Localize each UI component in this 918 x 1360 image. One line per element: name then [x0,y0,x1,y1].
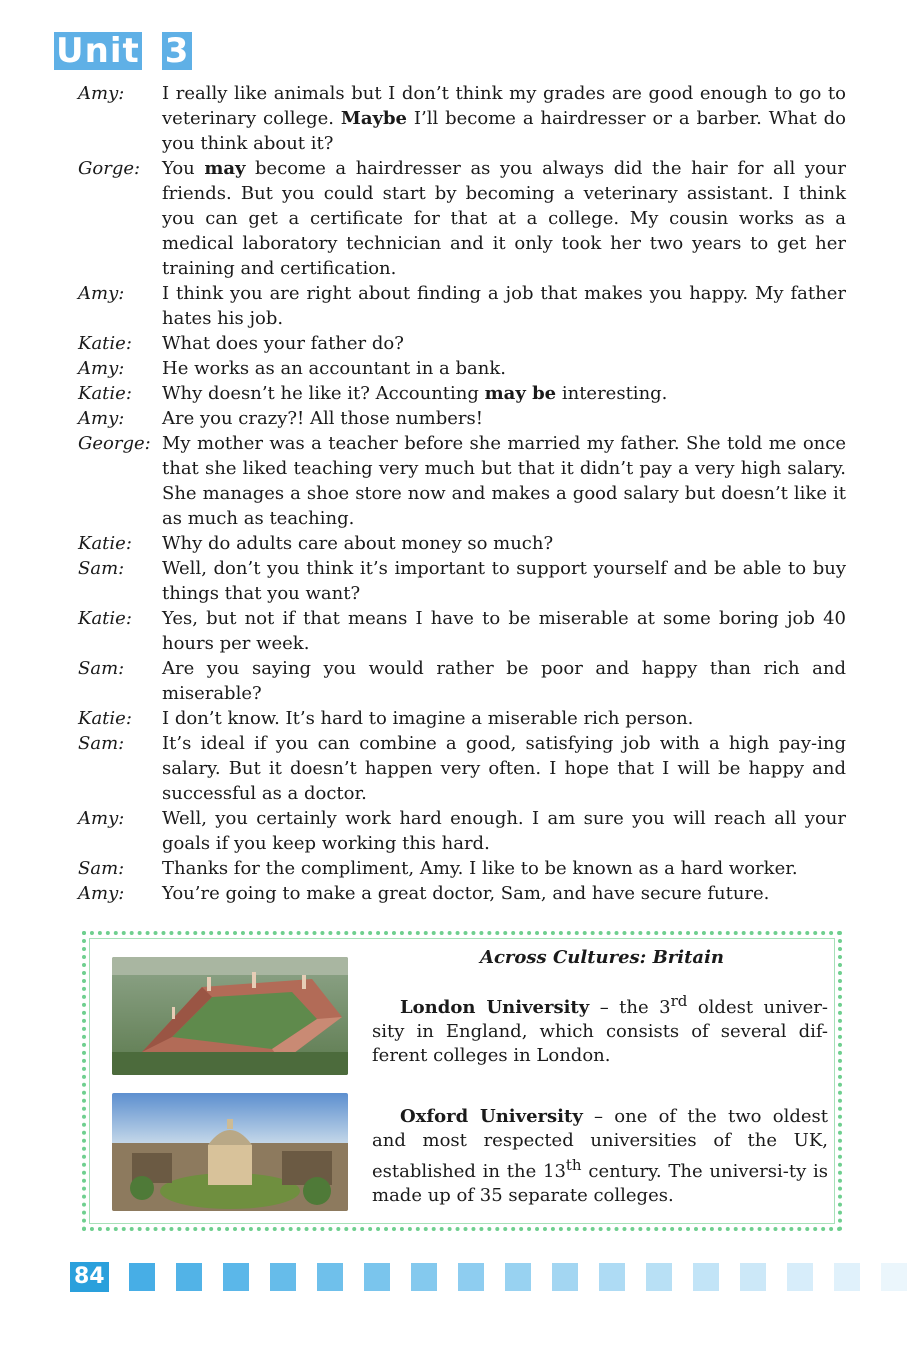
footer-decor-square [317,1263,343,1291]
footer-decor-square [129,1263,155,1291]
across-cultures-box [82,931,842,1231]
footer-decor-square [740,1263,766,1291]
speech-text: Well, you certainly work hard enough. I am sure you will reach all your goals if you keep working this hard. [162,808,846,854]
speaker-name: Katie: [78,708,132,729]
speech-text: Why do adults care about money so much? [162,533,554,554]
speaker-name: Sam: [78,733,125,754]
speech-text: Yes, but not if that means I have to be miserable at some boring job 40 hours per week. [162,608,846,654]
london-university-text: London University – the 3rd oldest univer-sity in England, which consists of several dif-ferent colleges in London. [372,992,828,1066]
footer-decor-square [505,1263,531,1291]
speaker-name: George: [78,433,151,454]
unit-number: 3 [162,32,193,70]
speaker-name: Katie: [78,333,132,354]
footer-decor-square [787,1263,813,1291]
dialogue-line [78,531,846,556]
speech-text: I really like animals but I don’t think my grades are good enough to go to veterinary college. Maybe I’ll become a hairdresser or a barber. What do you think about it? [162,83,847,154]
speaker-name: Amy: [78,283,125,304]
speech-text: Thanks for the compliment, Amy. I like to be known as a hard worker. [162,858,798,879]
dialogue-line [78,156,846,281]
speaker-name: Amy: [78,883,125,904]
dialogue-line [78,606,846,656]
speaker-name: Katie: [78,608,132,629]
speaker-name: Amy: [78,358,125,379]
london-university-name: London University [400,997,590,1018]
speaker-name: Katie: [78,383,132,404]
dialogue-line [78,381,846,406]
footer-decor-square [364,1263,390,1291]
dialogue-line [78,81,846,156]
footer-decor-square [599,1263,625,1291]
page-number: 84 [70,1262,109,1292]
dialogue [78,81,846,906]
footer-decor-square [646,1263,672,1291]
speaker-name: Sam: [78,558,125,579]
dialogue-line [78,556,846,606]
dialogue-line [78,356,846,381]
dialogue-line [78,881,846,906]
speech-text: Well, don’t you think it’s important to support yourself and be able to buy things that you want? [162,558,846,604]
speaker-name: Amy: [78,83,125,104]
oxford-university-name: Oxford University [400,1106,583,1127]
speech-text: I think you are right about finding a job that makes you happy. My father hates his job. [162,283,846,329]
dialogue-line [78,731,846,806]
london-university-photo [112,957,348,1075]
dialogue-line [78,706,846,731]
footer-decor-square [223,1263,249,1291]
dialogue-line [78,431,846,531]
speech-text: Why doesn’t he like it? Accounting may be interesting. [162,383,668,404]
speech-text: It’s ideal if you can combine a good, satisfying job with a high pay-ing salary. But it doesn’t happen very often. I hope that I will be happy and successful as a doctor. [162,733,846,804]
box-inner-border [89,938,835,1224]
footer-decor-square [881,1263,907,1291]
unit-label: Unit [56,31,140,71]
footer-decor-square [834,1263,860,1291]
speaker-name: Sam: [78,658,125,679]
speech-text: You may become a hairdresser as you always did the hair for all your friends. But you could start by becoming a veterinary assistant. I think you can get a certificate for that at a college. My cousin works as a medical laboratory technician and it only took her two years to get her training and certification. [162,158,846,279]
dialogue-line [78,806,846,856]
footer-decor-square [693,1263,719,1291]
cultures-title: Across Cultures: Britain [480,947,725,968]
page-footer [70,1262,918,1292]
dialogue-line [78,281,846,331]
oxford-university-photo [112,1093,348,1211]
dialogue-line [78,406,846,431]
speaker-name: Amy: [78,808,125,829]
dialogue-line [78,331,846,356]
speaker-name: Gorge: [78,158,141,179]
speech-text: Are you saying you would rather be poor and happy than rich and miserable? [162,658,846,704]
unit-header [54,32,192,70]
dialogue-line [78,856,846,881]
speech-text: You’re going to make a great doctor, Sam, and have secure future. [162,883,770,904]
footer-decor-square [411,1263,437,1291]
footer-decor-square [176,1263,202,1291]
footer-decor-square [270,1263,296,1291]
speech-text: What does your father do? [162,333,404,354]
oxford-university-text: Oxford University – one of the two oldest and most respected universities of the UK, established in the 13th century. The universi-ty is made up of 35 separate colleges. [372,1106,828,1206]
dialogue-line [78,656,846,706]
speech-text: I don’t know. It’s hard to imagine a miserable rich person. [162,708,694,729]
speaker-name: Sam: [78,858,125,879]
footer-decor-square [552,1263,578,1291]
speech-text: He works as an accountant in a bank. [162,358,506,379]
speech-text: My mother was a teacher before she married my father. She told me once that she liked teaching very much but that it didn’t pay a very high salary. She manages a shoe store now and makes a good salary but doesn’t like it as much as teaching. [162,433,846,529]
speaker-name: Amy: [78,408,125,429]
footer-decor-square [458,1263,484,1291]
speaker-name: Katie: [78,533,132,554]
speech-text: Are you crazy?! All those numbers! [162,408,483,429]
